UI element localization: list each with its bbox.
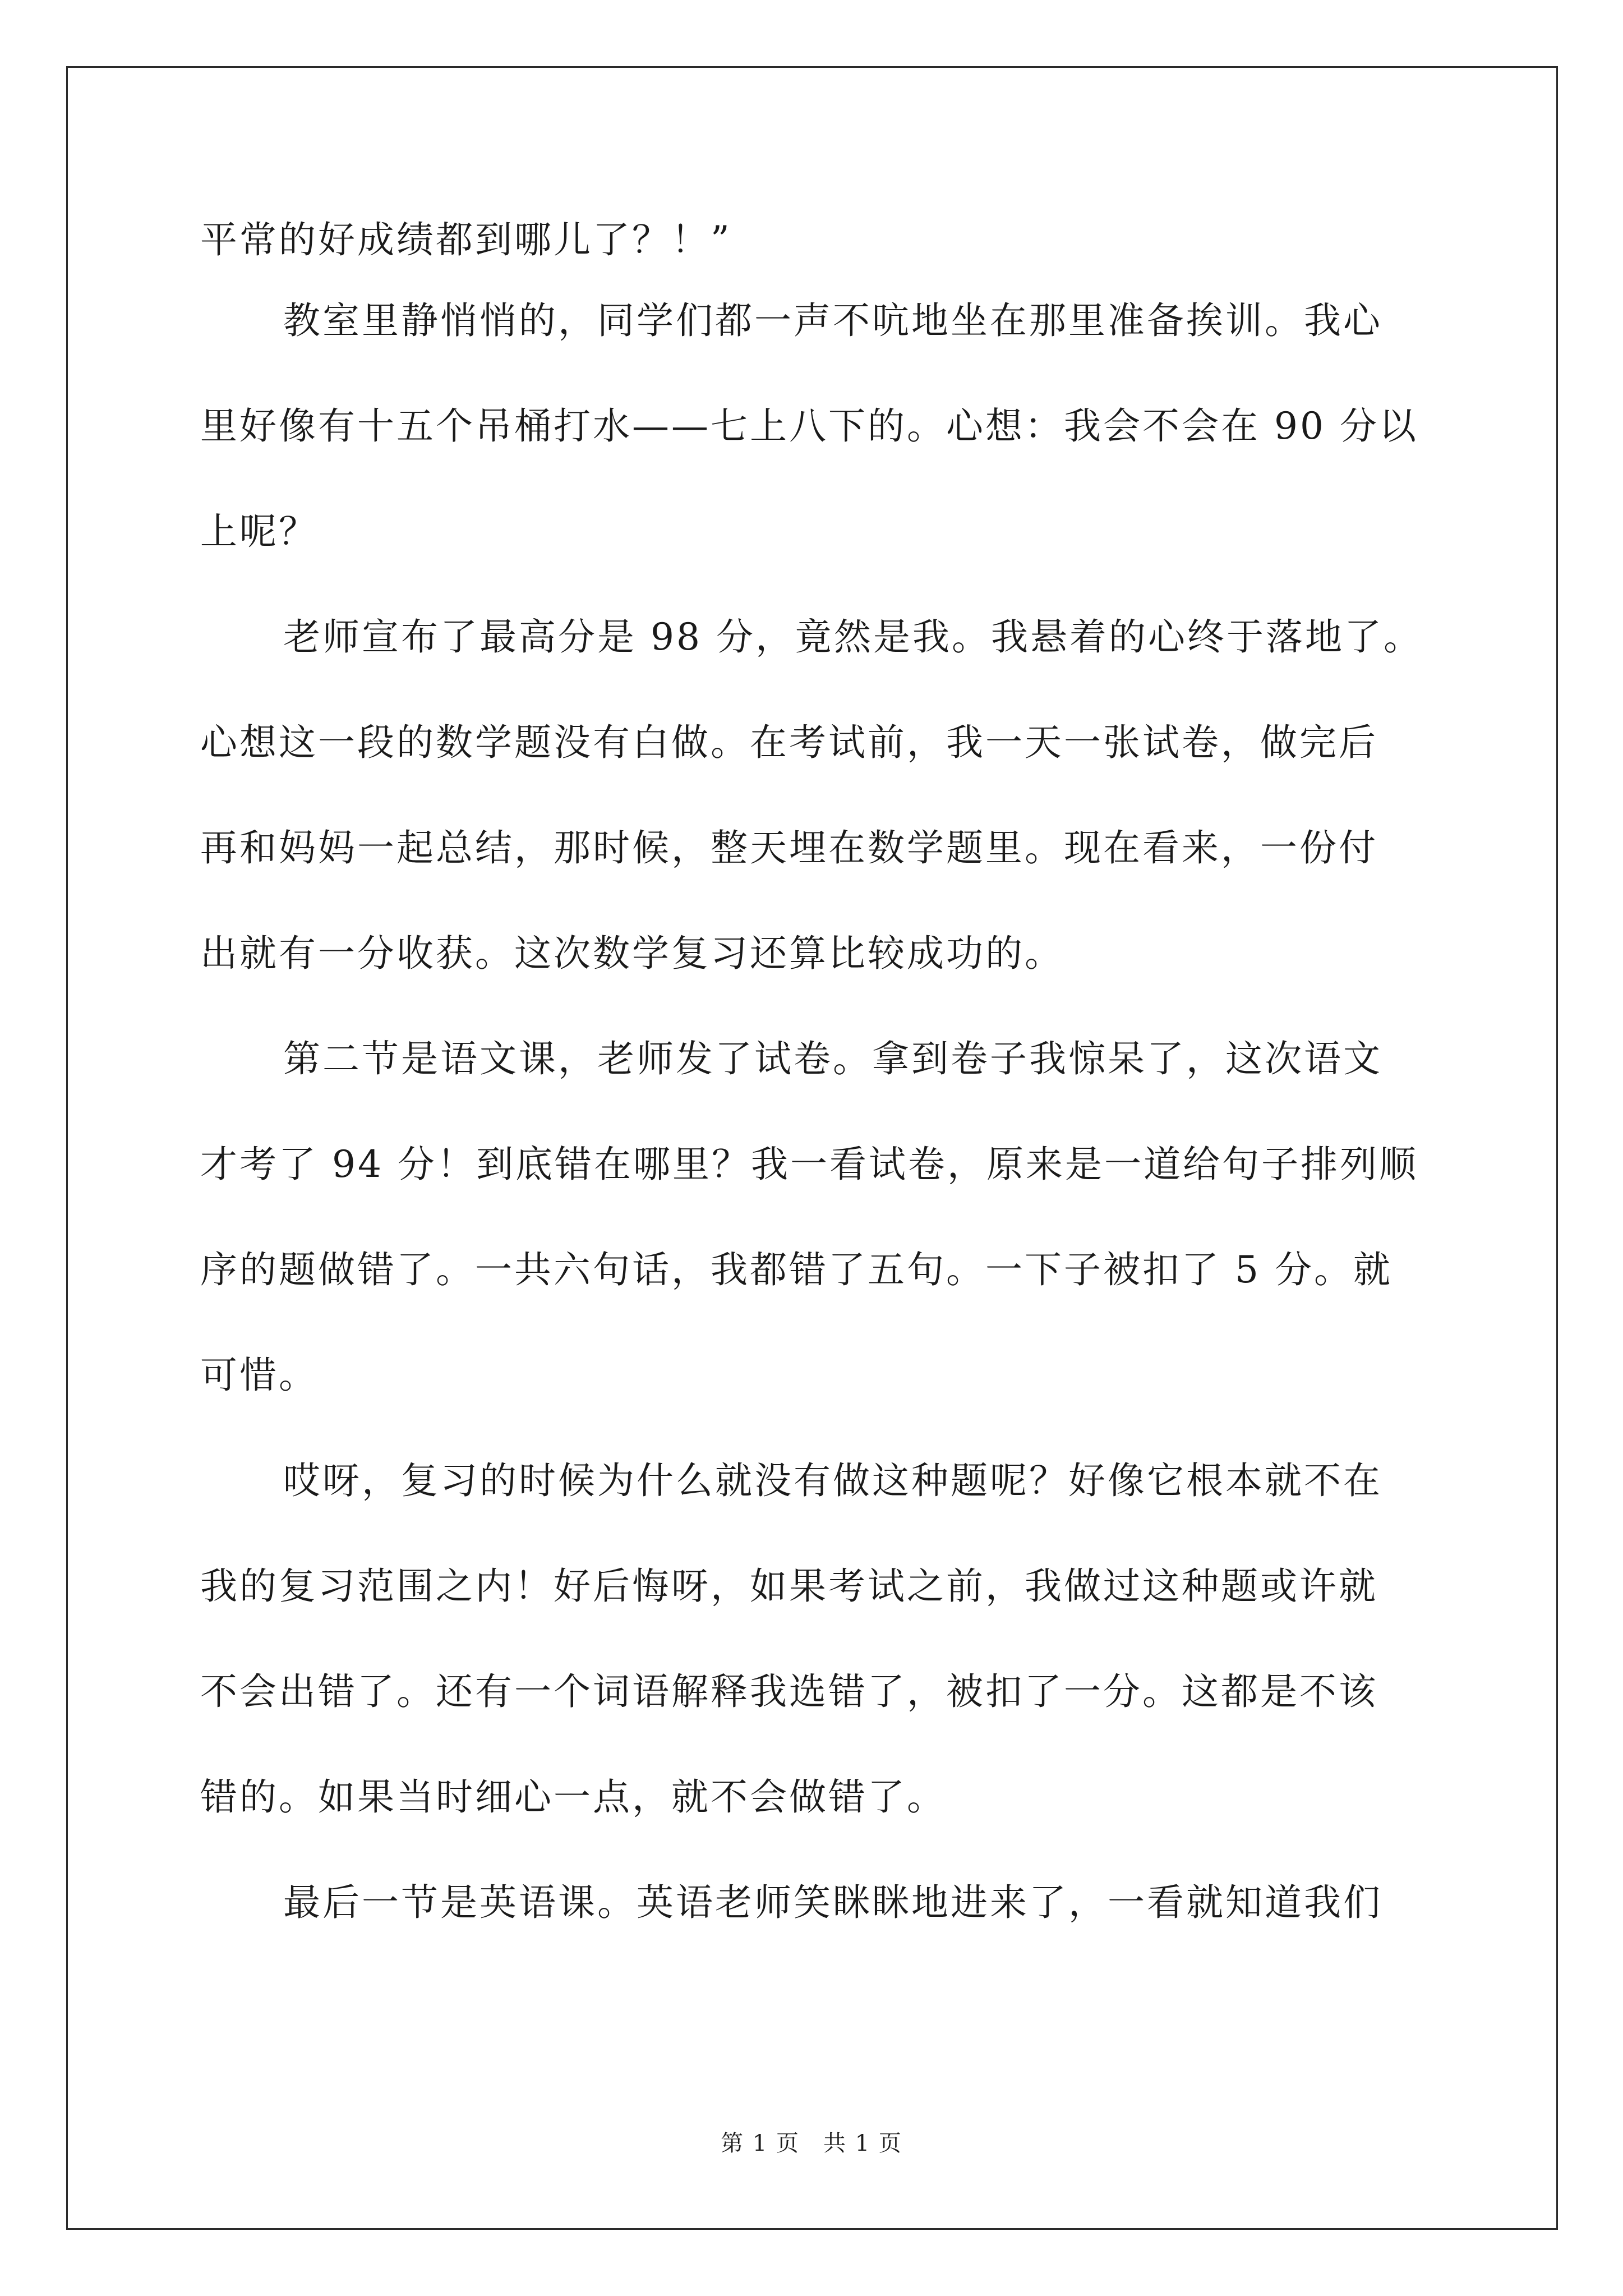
text-line-1: 平常的好成绩都到哪儿了？！” [200, 218, 732, 261]
text-line-12: 可惜。 [200, 1354, 318, 1397]
text-line-6: 心想这一段的数学题没有白做。在考试前，我一天一张试卷，做完后 [200, 721, 1378, 764]
text-line-10: 才考了 94 分！到底错在哪里？我一看试卷，原来是一道给句子排列顺 [200, 1143, 1418, 1186]
text-line-7: 再和妈妈一起总结，那时候，整天埋在数学题里。现在看来，一份付 [200, 826, 1378, 869]
text-line-9: 第二节是语文课，老师发了试卷。拿到卷子我惊呆了，这次语文 [283, 1037, 1382, 1080]
text-line-8: 出就有一分收获。这次数学复习还算比较成功的。 [200, 932, 1064, 975]
page-footer: 第 1 页 共 1 页 [721, 2131, 902, 2156]
text-line-13: 哎呀，复习的时候为什么就没有做这种题呢？好像它根本就不在 [283, 1459, 1382, 1502]
text-line-16: 错的。如果当时细心一点，就不会做错了。 [200, 1775, 946, 1819]
text-line-15: 不会出错了。还有一个词语解释我选错了，被扣了一分。这都是不该 [200, 1670, 1378, 1713]
text-line-14: 我的复习范围之内！好后悔呀，如果考试之前，我做过这种题或许就 [200, 1565, 1378, 1608]
text-line-2: 教室里静悄悄的，同学们都一声不吭地坐在那里准备挨训。我心 [283, 299, 1382, 342]
text-line-3: 里好像有十五个吊桶打水——七上八下的。心想：我会不会在 90 分以 [200, 404, 1418, 448]
text-line-17: 最后一节是英语课。英语老师笑眯眯地进来了，一看就知道我们 [283, 1881, 1382, 1924]
text-line-11: 序的题做错了。一共六句话，我都错了五句。一下子被扣了 5 分。就 [200, 1248, 1393, 1291]
text-line-5: 老师宣布了最高分是 98 分，竟然是我。我悬着的心终于落地了。 [283, 615, 1423, 659]
text-line-4: 上呢？ [200, 510, 318, 553]
